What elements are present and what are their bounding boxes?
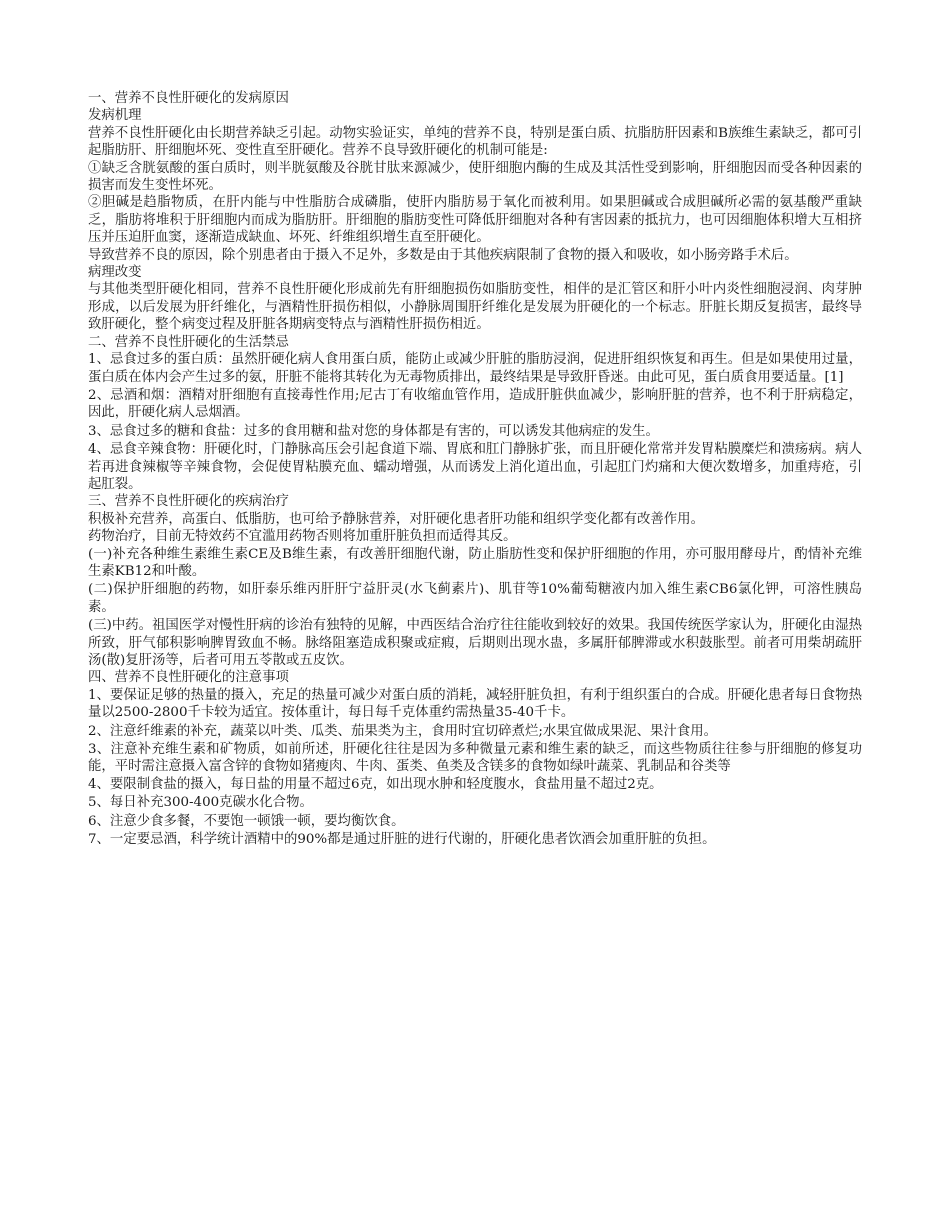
list-item: 6、注意少食多餐，不要饱一顿饿一顿，要均衡饮食。 — [88, 813, 405, 829]
list-item: (二)保护肝细胞的药物，如肝泰乐维丙肝肝宁益肝灵(水飞蓟素片)、肌苷等10%葡萄糖液内加入维生素CB6氯化钾，可溶性胰岛素。 — [88, 582, 862, 615]
subsection-heading: 发病机理 — [88, 108, 142, 124]
paragraph: 导致营养不良的原因，除个别患者由于摄入不足外，多数是由于其他疾病限制了食物的摄入和吸收，如小肠旁路手术后。 — [88, 247, 798, 263]
list-item: 5、每日补充300-400克碳水化合物。 — [88, 795, 313, 811]
paragraph: 与其他类型肝硬化相同，营养不良性肝硬化形成前先有肝细胞损伤如脂肪变性，相伴的是汇管区和肝小叶内炎性细胞浸润、肉芽肿形成，以后发展为肝纤维化，与酒精性肝损伤相似，小静脉周围肝纤维化是发展为肝硬化的一个标志。肝脏长期反复损害，最终导致肝硬化，整个病变过程及肝脏各期病变特点与酒精性肝损伤相近。 — [88, 282, 862, 333]
list-item: 7、一定要忌酒，科学统计酒精中的90%都是通过肝脏的进行代谢的，肝硬化患者饮酒会加重肝脏的负担。 — [88, 832, 716, 848]
paragraph: ②胆碱是趋脂物质，在肝内能与中性脂肪合成磷脂，使肝内脂肪易于氧化而被利用。如果胆碱或合成胆碱所必需的氨基酸严重缺乏，脂肪将堆积于肝细胞内而成为脂肪肝。肝细胞的脂肪变性可降低肝细胞对各种有害因素的抵抗力，也可因细胞体积增大互相挤压并压迫肝血窦，逐渐造成缺血、坏死、纤维组织增生直至肝硬化。 — [88, 195, 862, 246]
list-item: 1、要保证足够的热量的摄入，充足的热量可减少对蛋白质的消耗，减轻肝脏负担，有利于组织蛋白的合成。肝硬化患者每日食物热量以2500-2800千卡较为适宜。按体重计，每日每千克体重约需热量35-40千卡。 — [88, 687, 862, 721]
paragraph: ①缺乏含胱氨酸的蛋白质时，则半胱氨酸及谷胱甘肽来源减少，使肝细胞内酶的生成及其活性受到影响，肝细胞因而受各种因素的损害而发生变性坏死。 — [88, 160, 862, 194]
section-heading: 三、营养不良性肝硬化的疾病治疗 — [88, 494, 289, 510]
paragraph: 积极补充营养，高蛋白、低脂肪，也可给予静脉营养，对肝硬化患者肝功能和组织学变化都有改善作用。 — [88, 511, 704, 527]
list-item: 3、忌食过多的糖和食盐：过多的食用糖和盐对您的身体都是有害的，可以诱发其他病症的发生。 — [88, 423, 659, 439]
list-item: 4、忌食辛辣食物：肝硬化时，门静脉高压会引起食道下端、胃底和肛门静脉扩张，而且肝硬化常常并发胃粘膜糜烂和溃疡病。病人若再进食辣椒等辛辣食物，会促使胃粘膜充血、蠕动增强，从而诱发上消化道出血，引起肛门灼痛和大便次数增多，加重痔疮，引起肛裂。 — [88, 442, 862, 492]
list-item: 4、要限制食盐的摄入，每日盐的用量不超过6克，如出现水肿和轻度腹水，食盐用量不超过2克。 — [88, 776, 663, 792]
section-heading: 一、营养不良性肝硬化的发病原因 — [88, 91, 289, 106]
subsection-heading: 病理改变 — [88, 265, 142, 281]
list-item: (三)中药。祖国医学对慢性肝病的诊治有独特的见解，中西医结合治疗往往能收到较好的效果。我国传统医学家认为，肝硬化由湿热所致，肝气郁积影响脾胃致血不畅。脉络阻塞造成积聚或症瘕，后期则出现水蛊，多属肝郁脾滞或水积鼓胀型。前者可用柴胡疏肝汤(散)复肝汤等，后者可用五苓散或五皮饮。 — [88, 618, 862, 668]
section-heading: 四、营养不良性肝硬化的注意事项 — [88, 670, 289, 686]
list-item: (一)补充各种维生素维生素CE及B维生素，有改善肝细胞代谢，防止脂肪性变和保护肝细胞的作用，亦可服用酵母片，酌情补充维生素KB12和叶酸。 — [88, 546, 862, 579]
list-item: 2、忌酒和烟：酒精对肝细胞有直接毒性作用;尼古丁有收缩血管作用，造成肝脏供血减少，影响肝脏的营养，也不利于肝病稳定，因此，肝硬化病人忌烟酒。 — [88, 387, 862, 421]
paragraph: 药物治疗，目前无特效药不宜滥用药物否则将加重肝脏负担而适得其反。 — [88, 529, 517, 545]
document-body — [88, 90, 862, 848]
list-item: 3、注意补充维生素和矿物质，如前所述，肝硬化往往是因为多种微量元素和维生素的缺乏，而这些物质往往参与肝细胞的修复功能，平时需注意摄入富含锌的食物如猪瘦肉、牛肉、蛋类、鱼类及含镁多的食物如绿叶蔬菜、乳制品和谷类等 — [88, 742, 862, 775]
paragraph: 营养不良性肝硬化由长期营养缺乏引起。动物实验证实，单纯的营养不良，特别是蛋白质、抗脂肪肝因素和B族维生素缺乏，都可引起脂肪肝、肝细胞坏死、变性直至肝硬化。营养不良导致肝硬化的机制可能是: — [88, 125, 862, 159]
list-item: 2、注意纤维素的补充，蔬菜以叶类、瓜类、茄果类为主，食用时宜切碎煮烂;水果宜做成果泥、果汁食用。 — [88, 723, 717, 739]
list-item: 1、忌食过多的蛋白质：虽然肝硬化病人食用蛋白质，能防止或减少肝脏的脂肪浸润，促进肝组织恢复和再生。但是如果使用过量，蛋白质在体内会产生过多的氨，肝脏不能将其转化为无毒物质排出，最终结果是导致肝昏迷。由此可见，蛋白质食用要适量。[1] — [88, 352, 862, 385]
section-heading: 二、营养不良性肝硬化的生活禁忌 — [88, 334, 289, 350]
